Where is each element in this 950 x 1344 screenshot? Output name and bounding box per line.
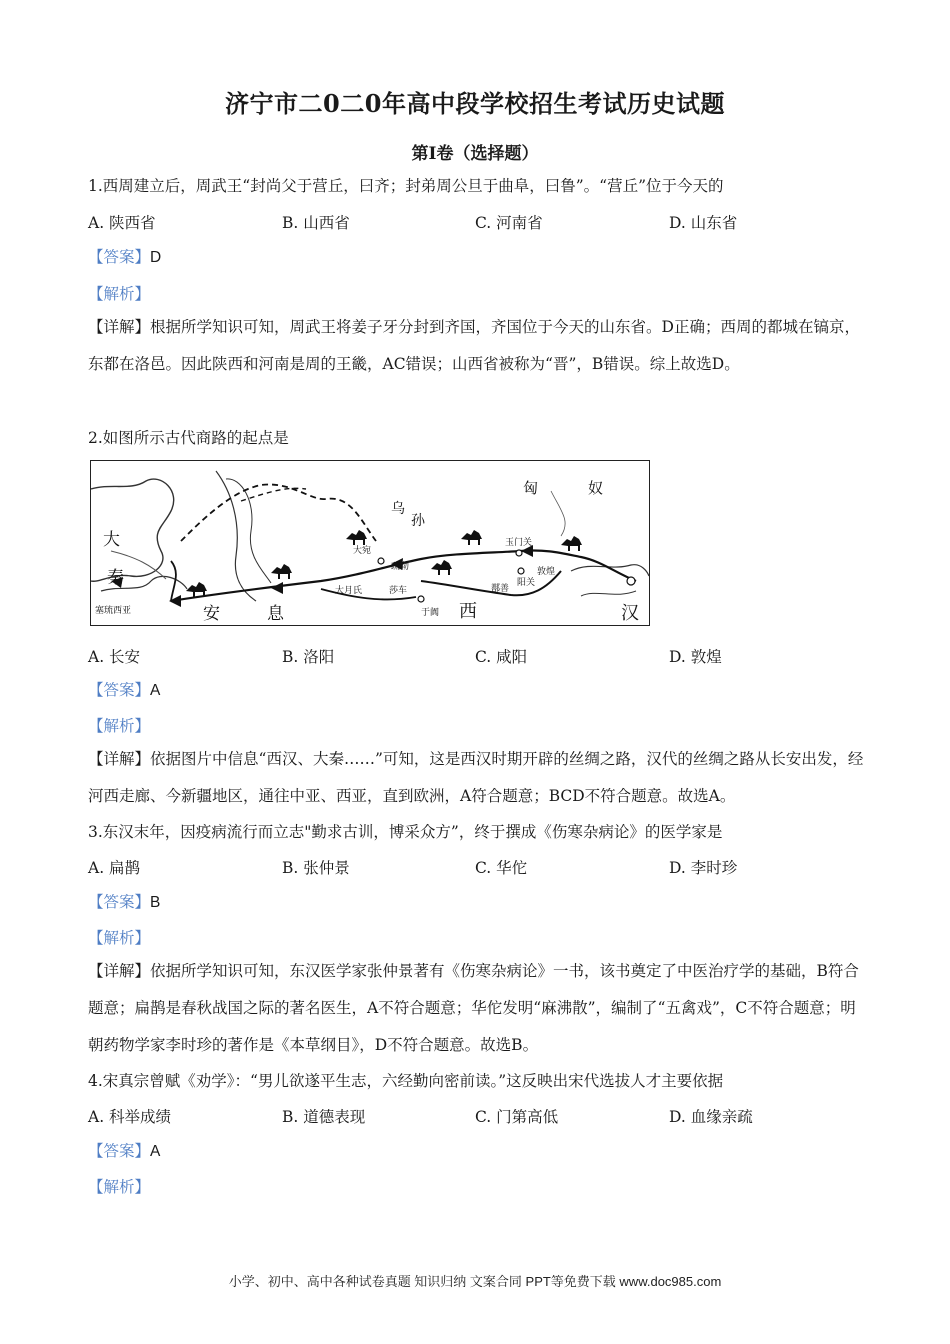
q4-answer (88, 1140, 878, 1163)
page-footer: 小学、初中、高中各种试卷真题 知识归纳 文案合同 PPT等免费下载 www.doc985.com (228, 1274, 722, 1289)
q4-option-a: A. 科举成绩 (88, 1108, 172, 1126)
q1-answer-value: D (150, 249, 162, 266)
q1-analysis-tag: 【解析】 (88, 285, 151, 303)
map-label-dawan: 大宛 (353, 546, 372, 556)
section-title: 第I卷（选择题） (411, 144, 539, 164)
q2-answer-value: A (150, 682, 161, 699)
q3-option-d: D. 李时珍 (669, 859, 738, 877)
q1-option-a: A. 陕西省 (88, 214, 156, 232)
answer-tag: 【答案】 (88, 893, 151, 911)
q2-option-d: D. 敦煌 (669, 648, 722, 666)
q1-detail (88, 309, 870, 383)
q3-answer-value: B (150, 894, 161, 911)
q2-detail-text: 依据图片中信息“西汉、大秦……”可知，这是西汉时期开辟的丝绸之路，汉代的丝绸之路从长安出发，经河西走廊、今新疆地区，通往中亚、西亚，直到欧洲，A符合题意；BCD不符合题意。故选A。 (88, 750, 864, 805)
q4-option-c: C. 门第高低 (475, 1108, 559, 1126)
q4-option-d: D. 血缘亲疏 (669, 1108, 753, 1126)
q3-detail (88, 953, 870, 1064)
map-label-shanshan: 鄯善 (491, 584, 510, 594)
q1-option-c: C. 河南省 (475, 214, 543, 232)
q2-analysis-tag: 【解析】 (88, 717, 151, 735)
q3-option-b: B. 张仲景 (282, 859, 350, 877)
q2-option-b: B. 洛阳 (282, 648, 335, 666)
q4-answer-value: A (150, 1143, 161, 1160)
map-label-sailiao: 塞琉西亚 (95, 606, 132, 616)
q3-detail-text: 依据所学知识可知，东汉医学家张仲景著有《伤寒杂病论》一书，该书奠定了中医治疗学的基础，B符合题意；扁鹊是春秋战国之际的著名医生，A不符合题意；华佗发明“麻沸散”，编制了“五禽戏”，C不符合题意；明朝药物学家李时珍的著作是《本草纲目》，D不符合题意。故选B。 (88, 962, 859, 1054)
map-label-dunhuang: 敦煌 (537, 567, 556, 577)
question-1-stem: 1.西周建立后，周武王“封尚父于营丘，曰齐；封弟周公旦于曲阜，曰鲁”。“营丘”位于今天的 (88, 177, 724, 195)
q2-option-c: C. 咸阳 (475, 648, 528, 666)
map-label-yumenguan: 玉门关 (505, 538, 533, 548)
q1-option-b: B. 山西省 (282, 214, 350, 232)
map-label-xiongnu-2: 奴 (588, 479, 604, 497)
map-label-xi: 息 (267, 604, 284, 624)
question-4-stem: 4.宋真宗曾赋《劝学》：“男儿欲遂平生志，六经勤向密前读。”这反映出宋代选拔人才主要依据 (88, 1072, 724, 1090)
question-3-stem: 3.东汉末年，因疫病流行而立志"勤求古训，博采众方”，终于撰成《伤寒杂病论》的医学家是 (88, 823, 723, 841)
answer-tag: 【答案】 (88, 1142, 151, 1160)
q1-detail-text: 根据所学知识可知，周武王将姜子牙分封到齐国，齐国位于今天的山东省。D正确；西周的都城在镐京，东都在洛邑。因此陕西和河南是周的王畿，AC错误；山西省被称为“晋”，B错误。综上故选D。 (88, 318, 860, 373)
q4-analysis-tag: 【解析】 (88, 1178, 151, 1196)
map-label-xiongnu-1: 匈 (523, 479, 539, 497)
answer-tag: 【答案】 (88, 248, 151, 266)
q3-option-c: C. 华佗 (475, 859, 528, 877)
map-label-han: 汉 (621, 603, 639, 624)
q3-option-a: A. 扁鹊 (88, 859, 141, 877)
page-title: 济宁市二0二0年高中段学校招生考试历史试题 (225, 89, 725, 118)
q3-analysis-tag: 【解析】 (88, 929, 151, 947)
detail-tag: 【详解】 (88, 750, 151, 768)
answer-tag: 【答案】 (88, 681, 151, 699)
map-label-da: 大 (103, 530, 120, 550)
map-label-wusun-2: 孙 (411, 513, 425, 529)
question-2-stem: 2.如图所示古代商路的起点是 (88, 429, 289, 447)
map-label-yutian: 于阗 (421, 608, 440, 618)
q3-answer (88, 891, 878, 914)
q4-option-b: B. 道德表现 (282, 1108, 366, 1126)
detail-tag: 【详解】 (88, 318, 151, 336)
map-label-wusun-1: 乌 (391, 501, 405, 517)
q2-option-a: A. 长安 (88, 648, 141, 666)
map-label-an: 安 (203, 604, 220, 624)
map-label-xi-region: 西 (459, 601, 477, 622)
map-label-qin: 秦 (107, 568, 124, 588)
map-label-dayuezhi: 大月氏 (335, 586, 363, 596)
q1-answer (88, 246, 878, 269)
q1-option-d: D. 山东省 (669, 214, 738, 232)
q2-detail (88, 741, 870, 815)
silk-road-map (90, 460, 650, 626)
map-label-shache: 莎车 (389, 586, 408, 596)
map-label-shule: 疏勒 (391, 562, 410, 572)
q2-answer (88, 679, 878, 702)
detail-tag: 【详解】 (88, 962, 151, 980)
map-label-yangguan: 阳关 (517, 578, 536, 588)
